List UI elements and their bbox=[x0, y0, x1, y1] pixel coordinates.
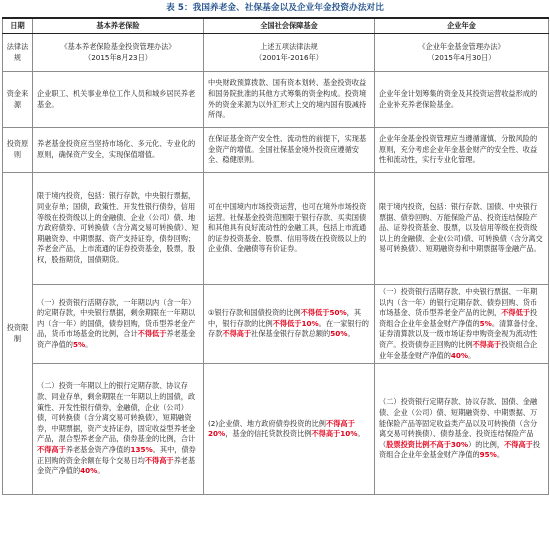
text-seg: ①银行存款和国债投资的比例 bbox=[208, 308, 301, 318]
row-fund-source bbox=[3, 72, 549, 128]
row-limit-2 bbox=[3, 364, 549, 495]
highlight-text: 不得低于10% bbox=[272, 318, 319, 328]
text-seg: 投资组合企业年金基金财产净值的 bbox=[379, 339, 538, 360]
cell-law-basic bbox=[33, 34, 204, 72]
text-seg: 。其中，债券正回购的资金余额在每个交易日均 bbox=[37, 445, 196, 465]
text-seg: 投资组合企业年金基金财产净值的 bbox=[379, 308, 538, 328]
header-date: 日期 bbox=[3, 18, 33, 34]
header-basic-pension: 基本养老保险 bbox=[33, 18, 204, 34]
text-seg: 社保基金银行存款总额的 bbox=[251, 329, 331, 339]
comparison-table bbox=[2, 17, 549, 495]
cell-fund-basic: 企业职工、机关事业单位工作人员和城乡居民养老基金。 bbox=[33, 72, 204, 128]
text-seg: 。 bbox=[468, 350, 476, 360]
cell-scope-basic: 限于境内投资，包括：银行存款，中央银行票据，同业存单；国债，政策性、开发性银行债券，信用等级在投资级以上的金融债、企业（公司）债、地方政府债券、可转换债（含分离交易可转换债）、短期融资券、中期票据、资产支持证券，债券回购；养老金产品，上市流通的证券投资基金，股票，股权，股指期货，国债期货。 bbox=[33, 173, 204, 285]
highlight-text: 不得高于10% bbox=[311, 429, 358, 439]
header-enterprise-annuity: 企业年金 bbox=[375, 18, 549, 34]
highlight-text: 40% bbox=[450, 350, 469, 360]
cell-limit1-ssf bbox=[204, 285, 375, 364]
text-seg: ，其中，银行存款的比例 bbox=[208, 308, 362, 328]
cell-scope-ssf: 可在中国境内市场投资运营，也可在境外市场投资运营。社保基金投资范围限于银行存款、买卖国债和其他具有良好流动性的金融工具，包括上市流通的证券投资基金、股票、信用等级在投资级以上的企业债、金融债等有价证券。 bbox=[204, 173, 375, 285]
text-seg: 。 bbox=[97, 466, 105, 476]
cell-limit2-ssf bbox=[204, 364, 375, 495]
highlight-text: 股票投资比例不高于30% bbox=[386, 439, 469, 449]
highlight-text: 不得高于 bbox=[472, 339, 502, 349]
highlight-text: 40% bbox=[80, 466, 98, 476]
highlight-text: 50% bbox=[330, 329, 348, 339]
text-seg: ，基金的信托贷款投资比例 bbox=[225, 429, 312, 439]
cell-scope-annuity: 限于境内投资，包括：银行存款、国债、中央银行票据、债券回购、万能保险产品、投资连结保险产品、证券投资基金、股票，以及信用等级在投资级以上的金融债、企业(公司)债、可转换债（含分离交易可转换债）、短期融资券和中期票据等金融产品。 bbox=[375, 173, 549, 285]
text-seg: （一）投资银行活期存款、中央银行票据、一年期以内（含一年）的银行定期存款、债券回购、货币市场基金、货币型养老金产品的比例， bbox=[379, 287, 538, 318]
text-seg: 养老基金资产净值的 bbox=[37, 455, 196, 476]
row-label-principle: 投资原则 bbox=[3, 128, 33, 173]
text-seg: 养老基金资产净值的 bbox=[37, 329, 196, 349]
cell-law-ssf bbox=[204, 34, 375, 72]
text-seg: （一）投资银行活期存款，一年期以内（含一年）的定期存款，中央银行票据，剩余期限在一年期以内（含一年）的国债，债券回购，货币型养老金产品，货币市场基金的比例，合计 bbox=[37, 297, 196, 339]
text-seg: （二）投资一年期以上的银行定期存款、协议存款、同业存单，剩余期限在一年期以上的国债，政策性、开发性银行债券，金融债，企业（公司）债，可转换债（含分离交易可转换债），短期融资券，中期票据，资产支持证券，固定收益型养老金产品，混合型养老金产品，债券基金的比例，合计 bbox=[37, 381, 196, 444]
highlight-text: 不得低于 bbox=[137, 329, 167, 339]
cell-fund-ssf: 中央财政预算拨款、国有资本划转、基金投资收益和国务院批准的其他方式筹集的资金构成。投资境外的资金来源为以外汇形式上交的境内国有股减持所得。 bbox=[204, 72, 375, 128]
law-date: （2015年8月23日） bbox=[84, 52, 152, 62]
highlight-text: 不得高于20% bbox=[208, 418, 355, 439]
law-name: 上述五项法律法规 bbox=[260, 41, 318, 51]
row-principle bbox=[3, 128, 549, 173]
cell-principle-annuity: 企业年金基金投资管理应当遵循谨慎、分散风险的原则，充分考虑企业年金基金财产的安全性、收益性和流动性，实行专业化管理。 bbox=[375, 128, 549, 173]
highlight-text: 135% bbox=[130, 445, 153, 455]
text-seg: 。清算备付金、证券清算款以及一级市场证券申购资金视为流动性资产。投资债券正回购的比例 bbox=[379, 318, 543, 349]
law-name: 《基本养老保险基金投资管理办法》 bbox=[60, 41, 176, 51]
row-scope bbox=[3, 173, 549, 285]
law-date: （2001年-2016年） bbox=[255, 52, 323, 62]
highlight-text: 不得高于 bbox=[144, 455, 174, 465]
table-caption: 表 5：我国养老金、社保基金以及企业年金投资办法对比 bbox=[166, 3, 384, 13]
highlight-text: 不得低于50% bbox=[300, 308, 347, 318]
row-label-fund-source: 资金来源 bbox=[3, 72, 33, 128]
text-seg: 。 bbox=[496, 450, 505, 460]
highlight-text: 95% bbox=[479, 450, 497, 460]
header-row bbox=[3, 18, 549, 34]
cell-limit1-annuity bbox=[375, 285, 549, 364]
highlight-text: 5% bbox=[479, 318, 492, 328]
text-seg: 投资组合企业年金基金财产净值的 bbox=[379, 439, 541, 460]
highlight-text: 不得高于 bbox=[37, 445, 66, 455]
cell-law-annuity bbox=[375, 34, 549, 72]
highlight-text: 不得高于 bbox=[222, 329, 252, 339]
text-seg: 。在一家银行的存款 bbox=[208, 318, 369, 339]
text-seg: 。 bbox=[347, 329, 355, 339]
law-name: 《企业年金基金管理办法》 bbox=[418, 41, 505, 51]
row-label-laws: 法律法规 bbox=[3, 34, 33, 72]
row-limit-1 bbox=[3, 285, 549, 364]
cell-principle-ssf: 在保证基金资产安全性、流动性的前提下，实现基金资产的增值。全国社保基金境外投资应遵循安全、稳健原则。 bbox=[204, 128, 375, 173]
row-laws bbox=[3, 34, 549, 72]
text-seg: 。 bbox=[357, 429, 365, 439]
text-seg: 。 bbox=[85, 339, 93, 349]
highlight-text: 5% bbox=[72, 339, 86, 349]
text-seg: (2)企业债、地方政府债券投资的比例 bbox=[208, 418, 326, 428]
text-seg: ）的比例， bbox=[468, 439, 505, 449]
header-social-security-fund: 全国社会保障基金 bbox=[204, 18, 375, 34]
highlight-text: 不得低于 bbox=[501, 308, 530, 318]
cell-limit2-basic bbox=[33, 364, 204, 495]
cell-fund-annuity: 企业年金计划筹集的资金及其投资运营收益形成的企业补充养老保险基金。 bbox=[375, 72, 549, 128]
row-label-limit: 投资限制 bbox=[3, 173, 33, 495]
law-date: （2015年4月30日） bbox=[427, 52, 496, 62]
highlight-text: 不得高于 bbox=[504, 439, 533, 449]
cell-limit2-annuity bbox=[375, 364, 549, 495]
text-seg: 养老基金资产净值的 bbox=[65, 445, 131, 455]
cell-principle-basic: 养老基金投资应当坚持市场化、多元化、专业化的原则，确保资产安全，实现保值增值。 bbox=[33, 128, 204, 173]
text-seg: （二）投资银行定期存款、协议存款、国债、金融债、企业（公司）债、短期融资券、中期票据、万能保险产品等固定收益类产品以及可转换债（含分离交易可转换债）、债券基金、投资连结保险产品（ bbox=[379, 397, 538, 449]
cell-limit1-basic bbox=[33, 285, 204, 364]
